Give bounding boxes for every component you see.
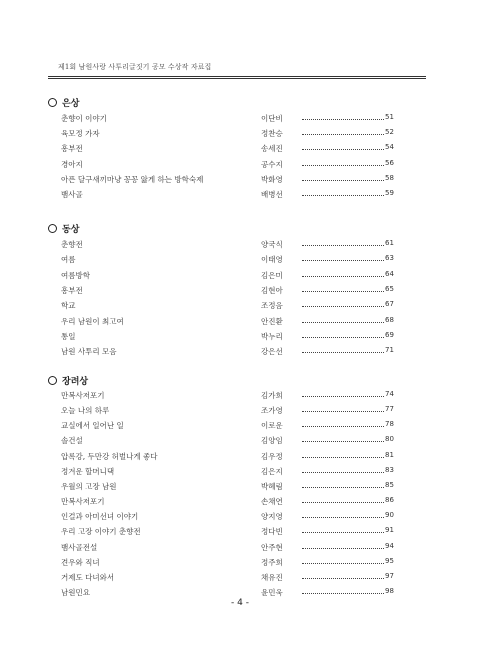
entry-author: 김은미 (261, 270, 283, 280)
entry-title: 경아지 (61, 159, 83, 169)
leader-dots (302, 149, 384, 150)
entry-author: 조정음 (261, 301, 283, 311)
leader-dots (302, 517, 384, 518)
toc-entry[interactable] (0, 555, 480, 569)
entry-title: 뱀사골 (61, 190, 83, 199)
leader-dots (302, 180, 384, 181)
entry-title: 솔건설 (61, 436, 83, 446)
leader-dots (302, 396, 384, 397)
toc-entry[interactable] (0, 494, 480, 508)
entry-page-number: 91 (385, 526, 394, 535)
entry-title: 여름 (61, 255, 76, 265)
entry-title: 아픈 달구새끼마냥 꽁꽁 앓게 하는 방학숙제 (61, 174, 204, 184)
entry-title: 춘향이 이야기 (61, 114, 107, 123)
entry-title: 통일 (61, 331, 76, 341)
toc-entry[interactable] (0, 540, 480, 554)
leader-dots (302, 165, 384, 166)
toc-entry[interactable] (0, 172, 480, 186)
entry-title: 남원민요 (61, 587, 90, 597)
entry-title: 흥부전 (61, 144, 83, 154)
entry-page-number: 54 (385, 143, 394, 152)
section-title: 장려상 (62, 376, 89, 387)
page-number: - 4 - (231, 598, 249, 608)
entry-page-number: 71 (385, 346, 394, 355)
entry-page-number: 90 (385, 511, 394, 520)
entry-author: 정주희 (261, 557, 283, 567)
circle-bullet-icon (48, 98, 57, 107)
entry-page-number: 78 (385, 420, 394, 429)
leader-dots (302, 578, 384, 579)
entry-title: 뱀사골전설 (61, 542, 98, 552)
leader-dots (302, 306, 384, 307)
leader-dots (302, 352, 384, 353)
entry-author: 안주현 (261, 542, 283, 552)
toc-entry[interactable] (0, 388, 480, 402)
entry-author: 김현아 (261, 285, 283, 295)
entry-author: 공수지 (261, 159, 283, 169)
entry-author: 양국식 (261, 240, 283, 249)
toc-entry[interactable] (0, 111, 480, 125)
leader-dots (302, 260, 384, 261)
entry-author: 정찬승 (261, 129, 283, 139)
toc-entry[interactable] (0, 570, 480, 584)
entry-title: 남원 사투리 모음 (61, 347, 117, 357)
section-heading (48, 96, 79, 108)
entry-page-number: 74 (385, 390, 394, 398)
leader-dots (302, 593, 384, 594)
entry-title: 정겨운 할머니댁 (61, 466, 115, 476)
entry-author: 손채연 (261, 497, 283, 507)
leader-dots (302, 195, 384, 196)
entry-page-number: 68 (385, 315, 394, 324)
entry-author: 양지영 (261, 512, 283, 522)
entry-author: 윤민욱 (261, 587, 283, 597)
toc-entry[interactable] (0, 314, 480, 328)
entry-author: 송세진 (261, 144, 283, 154)
entry-title: 육모정 가자 (61, 129, 100, 139)
entry-title: 만복사저포기 (61, 391, 105, 400)
toc-entry[interactable] (0, 157, 480, 171)
circle-bullet-icon (48, 376, 57, 385)
entry-page-number: 97 (385, 571, 394, 580)
entry-title: 춘향전 (61, 240, 83, 249)
entry-page-number: 64 (385, 269, 394, 278)
entry-title: 우리 고장 이야기 춘향전 (61, 527, 141, 537)
entry-page-number: 83 (385, 465, 394, 474)
header-rule-bottom (48, 78, 426, 79)
entry-author: 박누리 (261, 331, 283, 341)
entry-page-number: 56 (385, 158, 394, 167)
entry-title: 오늘 나의 하루 (61, 406, 110, 416)
leader-dots (302, 337, 384, 338)
entry-author: 이태영 (261, 255, 283, 265)
toc-entry[interactable] (0, 252, 480, 266)
entry-author: 김가희 (261, 391, 283, 400)
entry-title: 견우와 직녀 (61, 557, 100, 567)
leader-dots (302, 563, 384, 564)
entry-author: 조가영 (261, 406, 283, 416)
toc-entry[interactable] (0, 585, 480, 599)
entry-author: 이단비 (261, 114, 283, 123)
toc-entry[interactable] (0, 524, 480, 538)
leader-dots (302, 502, 384, 503)
leader-dots (302, 426, 384, 427)
entry-page-number: 65 (385, 284, 394, 293)
toc-entry[interactable] (0, 268, 480, 282)
entry-title: 학교 (61, 301, 76, 311)
toc-entry[interactable] (0, 479, 480, 493)
toc-entry[interactable] (0, 344, 480, 358)
leader-dots (302, 441, 384, 442)
leader-dots (302, 487, 384, 488)
toc-entry[interactable] (0, 298, 480, 312)
leader-dots (302, 245, 384, 246)
entry-author: 박혜림 (261, 481, 283, 491)
entry-title: 여름방학 (61, 270, 90, 280)
toc-entry[interactable] (0, 509, 480, 523)
toc-entry[interactable] (0, 237, 480, 251)
entry-page-number: 85 (385, 480, 394, 489)
entry-title: 거제도 다녀와서 (61, 572, 115, 582)
entry-page-number: 95 (385, 556, 394, 565)
entry-page-number: 58 (385, 173, 394, 182)
entry-author: 김양임 (261, 436, 283, 446)
running-header: 제1회 남원사랑 사투리글짓기 공모 수상작 자료집 (58, 63, 212, 71)
entry-title: 인걸과 아미선녀 이야기 (61, 512, 139, 522)
leader-dots (302, 119, 384, 120)
entry-page-number: 61 (385, 239, 394, 247)
entry-author: 배병선 (261, 190, 283, 199)
entry-author: 박화영 (261, 174, 283, 184)
entry-author: 채유진 (261, 572, 283, 582)
entry-title: 우리 남원이 최고여 (61, 316, 124, 326)
leader-dots (302, 134, 384, 135)
entry-page-number: 59 (385, 189, 394, 197)
entry-page-number: 86 (385, 496, 394, 505)
toc-entry[interactable] (0, 329, 480, 343)
toc-entry[interactable] (0, 126, 480, 140)
toc-entry[interactable] (0, 449, 480, 463)
entry-author: 김은지 (261, 466, 283, 476)
leader-dots (302, 457, 384, 458)
toc-entry[interactable] (0, 433, 480, 447)
section-heading (48, 222, 79, 234)
entry-author: 강은선 (261, 347, 283, 357)
leader-dots (302, 411, 384, 412)
toc-entry[interactable] (0, 141, 480, 155)
toc-entry[interactable] (0, 464, 480, 478)
toc-entry[interactable] (0, 403, 480, 417)
entry-page-number: 63 (385, 254, 394, 263)
entry-author: 정다빈 (261, 527, 283, 537)
entry-page-number: 98 (385, 586, 394, 595)
entry-page-number: 81 (385, 450, 394, 459)
header-rule-top (48, 76, 426, 77)
section-heading (48, 374, 88, 386)
leader-dots (302, 291, 384, 292)
leader-dots (302, 322, 384, 323)
entry-title: 우월의 고장 남원 (61, 481, 117, 491)
entry-author: 안진환 (261, 316, 283, 326)
entry-page-number: 51 (385, 113, 394, 121)
circle-bullet-icon (48, 224, 57, 233)
entry-author: 김우정 (261, 451, 283, 461)
leader-dots (302, 276, 384, 277)
entry-title: 교실에서 일어난 일 (61, 421, 124, 431)
entry-page-number: 52 (385, 128, 394, 137)
section-title: 은상 (62, 98, 80, 109)
leader-dots (302, 532, 384, 533)
entry-page-number: 94 (385, 541, 394, 550)
entry-page-number: 80 (385, 435, 394, 444)
entry-author: 이로운 (261, 421, 283, 431)
entry-page-number: 67 (385, 300, 394, 309)
toc-entry[interactable] (0, 187, 480, 201)
entry-title: 압록강, 두만강 허벌나게 좋다 (61, 451, 158, 461)
section-title: 동상 (62, 224, 80, 235)
entry-title: 만복사저포기 (61, 497, 105, 507)
entry-page-number: 69 (385, 330, 394, 339)
toc-entry[interactable] (0, 418, 480, 432)
entry-page-number: 77 (385, 405, 394, 414)
leader-dots (302, 548, 384, 549)
leader-dots (302, 472, 384, 473)
toc-entry[interactable] (0, 283, 480, 297)
entry-title: 흥부전 (61, 285, 83, 295)
